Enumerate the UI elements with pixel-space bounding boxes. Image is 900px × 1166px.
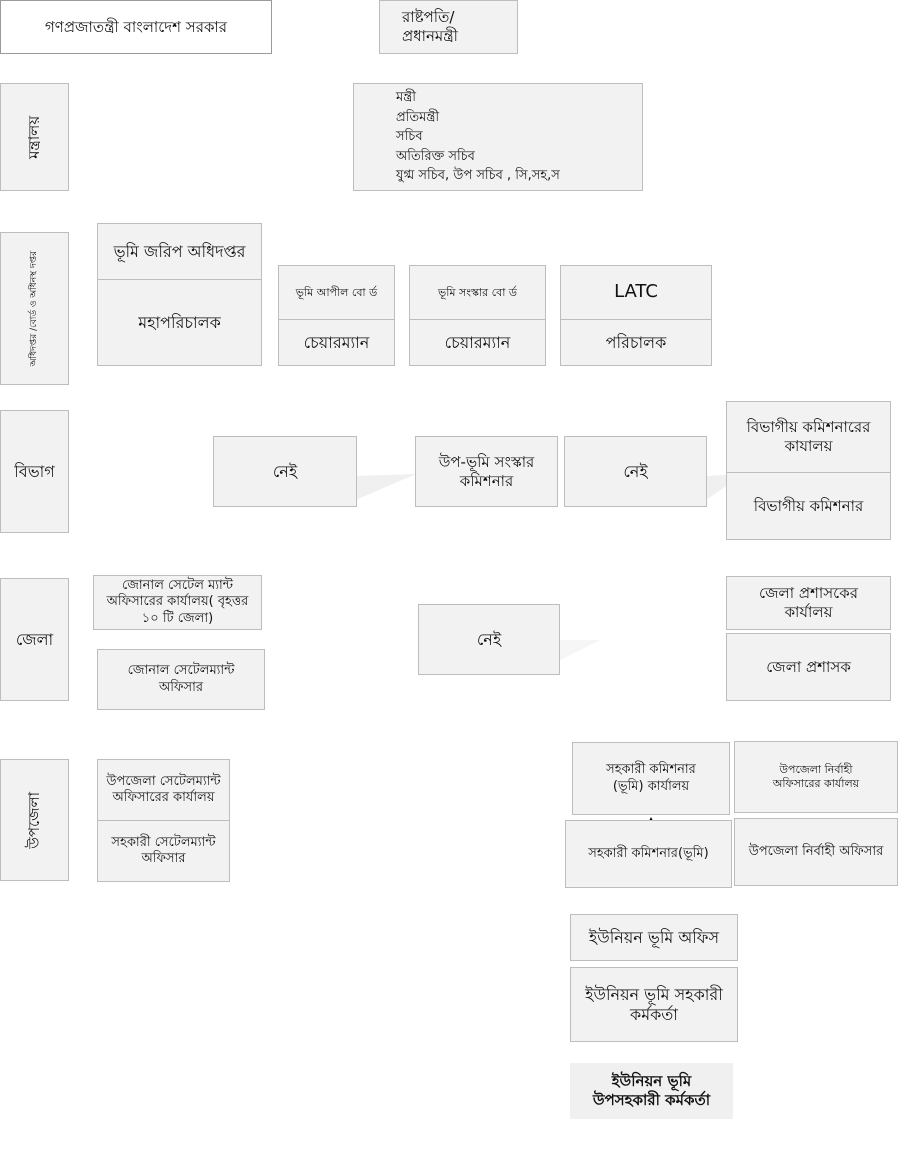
district-none-text: নেই <box>476 629 502 649</box>
dc-text: জেলা প্রশাসক <box>766 657 851 676</box>
divisional-office-box <box>726 401 891 473</box>
dc-office-box <box>726 576 891 630</box>
connector-wedge-left <box>356 474 416 500</box>
dc-box <box>726 633 891 701</box>
divisional-commissioner-text: বিভাগীয় কমিশনার <box>753 496 864 515</box>
division-none-1-text: নেই <box>272 461 298 481</box>
uno-office-box <box>734 741 898 813</box>
uno-office-text: উপজেলা নির্বাহী অফিসারের কার্যালয় <box>772 763 860 790</box>
ac-land-office-text: সহকারী কমিশনার (ভূমি) কার্যালয় <box>606 762 696 794</box>
connector-wedge-district <box>560 640 600 660</box>
latc-head-text: পরিচালক <box>605 332 667 352</box>
union-asst-officer-box <box>570 967 738 1042</box>
division-none-2-text: নেই <box>623 461 648 481</box>
zonal-officer-box <box>97 649 265 710</box>
ac-land-office-box <box>572 742 730 815</box>
ac-land-text: সহকারী কমিশনার(ভূমি) <box>588 845 709 861</box>
division-none-2 <box>564 436 707 507</box>
list-item: সচিব <box>396 129 423 145</box>
latc-text: LATC <box>614 281 658 303</box>
list-item: মন্ত্রী <box>396 90 416 106</box>
asst-settlement-officer-box <box>97 820 230 882</box>
dc-office-text: জেলা প্রশাসকের কার্যালয় <box>759 584 858 621</box>
zonal-office-text: জোনাল সেটেল ম্যান্ট অফিসারের কার্যালয়( বৃহত্তর ১০ টি জেলা) <box>106 578 249 626</box>
survey-office-text: ভূমি জরিপ অধিদপ্তর <box>113 241 246 261</box>
divisional-commissioner-box <box>726 472 891 540</box>
union-office-box <box>570 914 738 961</box>
union-sub-asst-officer-box <box>570 1063 733 1119</box>
row-label-division-text: বিভাগ <box>14 461 55 481</box>
divisional-office-text: বিভাগীয় কমিশনারের কাযালয় <box>746 418 871 455</box>
reform-head-text: চেয়ারম্যান <box>444 332 511 352</box>
government-title-text: গণপ্রজাতন্ত্রী বাংলাদেশ সরকার <box>44 17 228 36</box>
upazila-settlement-office-text: উপজেলা সেটেলম্যান্ট অফিসারের কার্যালয় <box>106 773 221 805</box>
appeal-head-text: চেয়ারম্যান <box>303 332 370 352</box>
reform-board-text: ভূমি সংস্কার বো র্ড <box>438 285 517 299</box>
row-label-ministry-text: মন্ত্রালয় <box>25 115 44 159</box>
row-label-upazila-text: উপজেলা <box>25 791 44 849</box>
list-item: অতিরিক্ত সচিব <box>396 148 475 164</box>
zonal-office-box <box>93 575 262 630</box>
deputy-commissioner-box <box>415 436 558 507</box>
survey-head-text: মহাপরিচালক <box>138 312 221 332</box>
union-office-text: ইউনিয়ন ভূমি অফিস <box>588 927 720 947</box>
deputy-commissioner-text: উপ-ভূমি সংস্কার কমিশনার <box>438 452 535 490</box>
row-label-district-text: জেলা <box>15 629 54 649</box>
union-sub-asst-officer-text: ইউনিয়ন ভূমি উপসহকারী কর্মকর্তা <box>592 1072 711 1109</box>
zonal-officer-text: জোনাল সেটেলম্যান্ট অফিসার <box>127 663 235 695</box>
ac-land-box <box>565 820 732 888</box>
asst-settlement-officer-text: সহকারী সেটেলম্যান্ট অফিসার <box>111 834 216 866</box>
uno-text: উপজেলা নির্বাহী অফিসার <box>748 843 884 859</box>
division-none-1 <box>213 436 357 507</box>
appeal-board-text: ভূমি আপীল বো র্ড <box>295 285 378 299</box>
list-item: প্রতিমন্ত্রী <box>396 109 440 125</box>
row-label-department-text: অধিদপ্তর /বোর্ড ও অধিনস্থ দপ্তর <box>28 250 39 367</box>
district-none-box <box>418 604 560 675</box>
president-pm-text: রাষ্টপতি/ প্রধানমন্ত্রী <box>402 8 458 45</box>
list-item: যুগ্ম সচিব, উপ সচিব , সি,সহ,স <box>396 168 560 184</box>
upazila-settlement-office-box <box>97 759 230 821</box>
union-asst-officer-text: ইউনিয়ন ভূমি সহকারী কর্মকর্তা <box>585 984 723 1024</box>
uno-box <box>734 818 898 886</box>
